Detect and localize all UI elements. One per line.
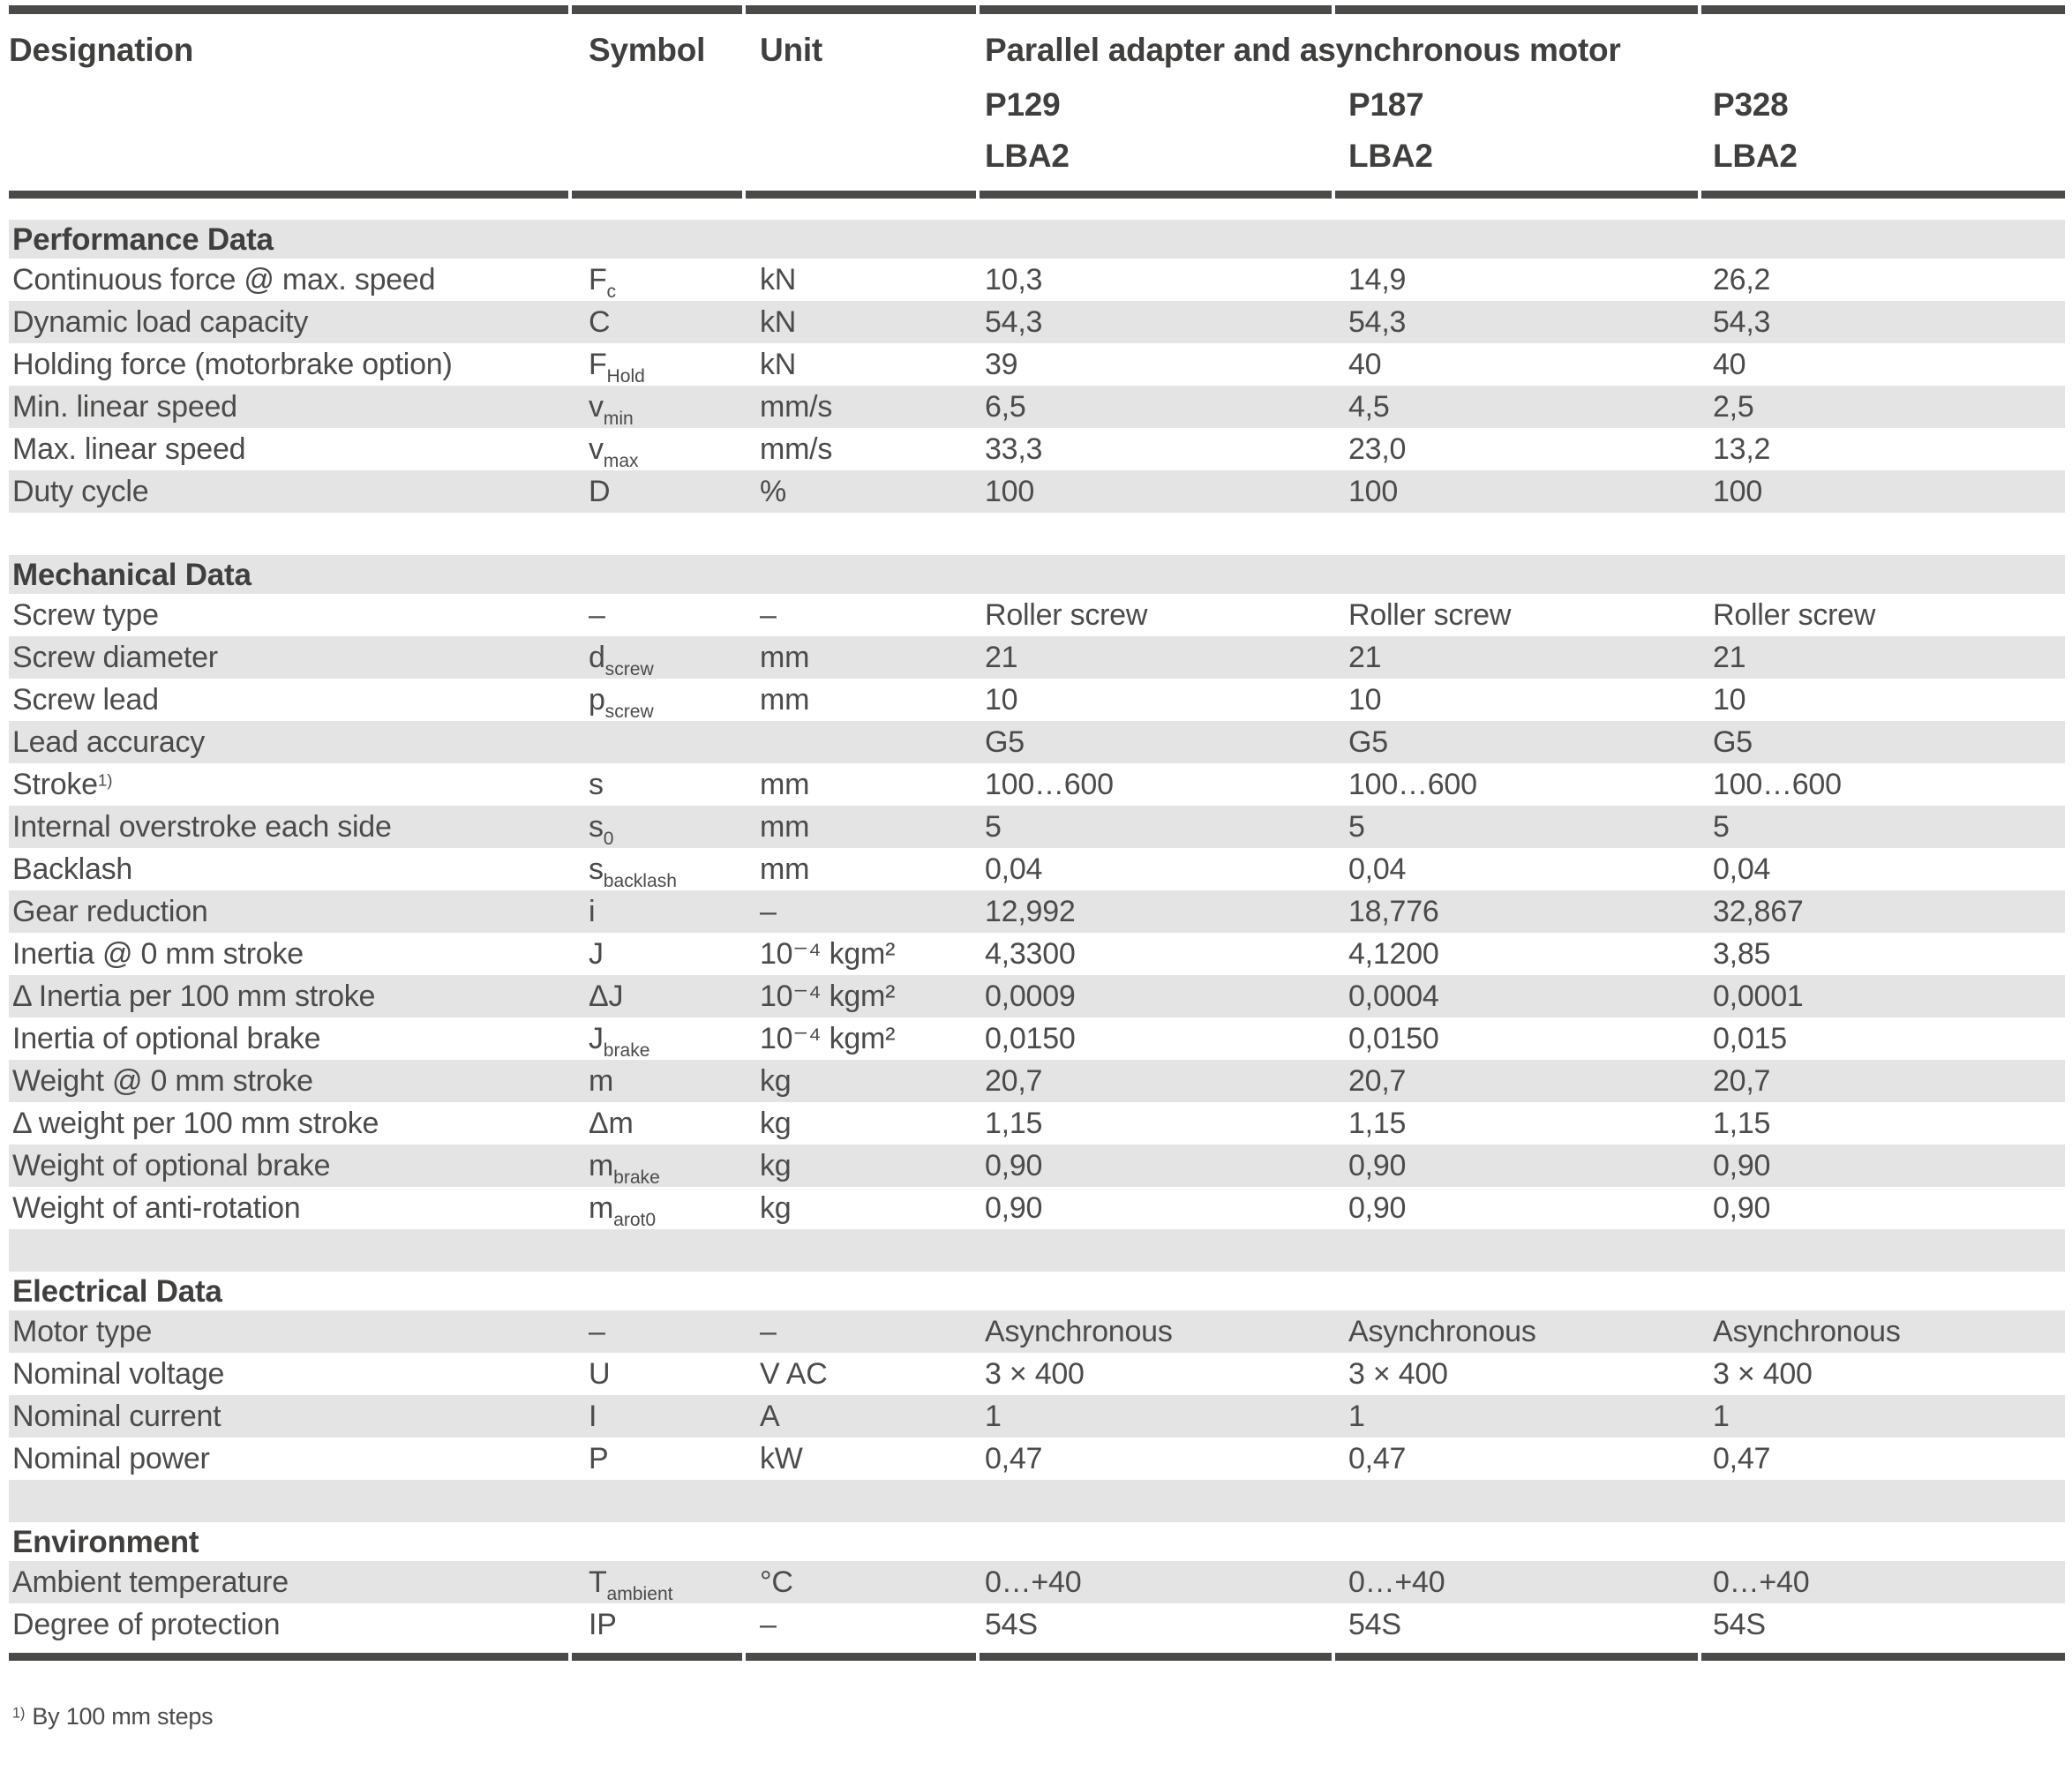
table-row <box>9 1310 2065 1353</box>
value-cell-p129: 100 <box>985 475 1035 508</box>
value-cell-p129: 1,15 <box>985 1107 1043 1140</box>
value-cell-p129: 54,3 <box>985 305 1043 339</box>
value-cell-p187: 23,0 <box>1348 432 1407 466</box>
symbol-cell: $F_{Hold}$ <box>589 348 645 387</box>
table-row <box>9 890 2065 933</box>
designation-cell: Dynamic load capacity <box>12 305 309 339</box>
value-cell-p129: 33,3 <box>985 432 1043 466</box>
value-cell-p328: 21 <box>1713 641 1746 674</box>
designation-cell: Weight @ 0 mm stroke <box>12 1064 313 1098</box>
value-cell-p187: 0,90 <box>1348 1149 1407 1182</box>
symbol-cell: ΔJ <box>589 980 624 1013</box>
value-cell-p187: G5 <box>1348 725 1388 759</box>
symbol-cell: $v_{min}$ <box>589 390 634 429</box>
table-row <box>9 470 2065 513</box>
table-row <box>9 933 2065 975</box>
designation-cell: Screw lead <box>12 683 159 717</box>
value-cell-p328: 0,90 <box>1713 1149 1771 1182</box>
symbol-cell: J <box>589 937 604 971</box>
value-cell-p187: 0…+40 <box>1348 1565 1445 1599</box>
col-header-symbol: Symbol <box>589 32 706 68</box>
value-cell-p328: 32,867 <box>1713 895 1804 928</box>
unit-cell: kg <box>760 1064 792 1098</box>
table-row <box>9 975 2065 1017</box>
col-header-model-p187: P187 <box>1348 86 1424 123</box>
value-cell-p187: 10 <box>1348 683 1382 717</box>
value-cell-p187: 100…600 <box>1348 768 1477 801</box>
value-cell-p328: 100…600 <box>1713 768 1842 801</box>
unit-cell: 10⁻⁴ kgm² <box>760 937 896 971</box>
value-cell-p129: 100…600 <box>985 768 1114 801</box>
symbol-cell: $d_{screw}$ <box>589 641 654 679</box>
col-header-variant-p129: LBA2 <box>985 138 1070 174</box>
designation-cell: Inertia of optional brake <box>12 1022 321 1055</box>
value-cell-p187: 4,5 <box>1348 390 1390 424</box>
symbol-cell: $s_{backlash}$ <box>589 852 677 891</box>
symbol-cell: U <box>589 1357 611 1391</box>
value-cell-p187: 0,0004 <box>1348 980 1439 1013</box>
value-cell-p328: Roller screw <box>1713 598 1876 632</box>
unit-cell: – <box>760 1608 777 1641</box>
symbol-cell: Δm <box>589 1107 634 1140</box>
value-cell-p129: 0…+40 <box>985 1565 1082 1599</box>
value-cell-p187: 1 <box>1348 1400 1365 1433</box>
value-cell-p129: 0,47 <box>985 1442 1043 1475</box>
table-row <box>9 1017 2065 1060</box>
designation-cell: Internal overstroke each side <box>12 810 392 844</box>
table-row <box>9 428 2065 470</box>
footnote-text: By 100 mm steps <box>32 1703 214 1730</box>
value-cell-p328: 0,0001 <box>1713 980 1804 1013</box>
symbol-cell: C <box>589 305 611 339</box>
unit-cell: kN <box>760 305 797 339</box>
designation-cell: Ambient temperature <box>12 1565 289 1599</box>
table-row <box>9 1437 2065 1480</box>
designation-cell: Backlash <box>12 852 133 886</box>
value-cell-p187: 54S <box>1348 1608 1401 1641</box>
designation-cell: Max. linear speed <box>12 432 246 466</box>
designation-cell: Δ Inertia per 100 mm stroke <box>12 980 376 1013</box>
section-header-row <box>9 1272 2065 1310</box>
value-cell-p129: Roller screw <box>985 598 1148 632</box>
value-cell-p129: 0,90 <box>985 1149 1043 1182</box>
unit-cell: 10⁻⁴ kgm² <box>760 1022 896 1055</box>
value-cell-p129: 20,7 <box>985 1064 1043 1098</box>
value-cell-p328: 54,3 <box>1713 305 1771 339</box>
value-cell-p328: 0,015 <box>1713 1022 1787 1055</box>
value-cell-p129: G5 <box>985 725 1025 759</box>
table-body <box>9 220 2065 1646</box>
symbol-cell: IP <box>589 1608 617 1641</box>
value-cell-p129: 39 <box>985 348 1018 381</box>
unit-cell: mm <box>760 641 810 674</box>
col-group-header: Parallel adapter and asynchronous motor <box>985 32 1621 68</box>
unit-cell: kN <box>760 348 797 381</box>
value-cell-p328: 1 <box>1713 1400 1730 1433</box>
value-cell-p187: 18,776 <box>1348 895 1439 928</box>
value-cell-p328: 0,47 <box>1713 1442 1771 1475</box>
value-cell-p187: 0,04 <box>1348 852 1407 886</box>
designation-cell: Min. linear speed <box>12 390 237 424</box>
value-cell-p328: 100 <box>1713 475 1763 508</box>
value-cell-p328: 40 <box>1713 348 1746 381</box>
value-cell-p328: 10 <box>1713 683 1746 717</box>
designation-cell: Lead accuracy <box>12 725 206 759</box>
table-row <box>9 1145 2065 1187</box>
symbol-cell: $m_{brake}$ <box>589 1149 660 1188</box>
value-cell-p129: 4,3300 <box>985 937 1076 971</box>
value-cell-p129: 12,992 <box>985 895 1076 928</box>
unit-cell: – <box>760 598 777 632</box>
value-cell-p187: Asynchronous <box>1348 1315 1536 1348</box>
table-row <box>9 259 2065 301</box>
value-cell-p187: 20,7 <box>1348 1064 1407 1098</box>
unit-cell: – <box>760 1315 777 1348</box>
value-cell-p328: 54S <box>1713 1608 1766 1641</box>
value-cell-p328: 0,90 <box>1713 1191 1771 1225</box>
value-cell-p187: 14,9 <box>1348 263 1407 296</box>
table-row <box>9 679 2065 721</box>
symbol-cell: I <box>589 1400 597 1433</box>
unit-cell: mm/s <box>760 390 833 424</box>
designation-cell: Continuous force @ max. speed <box>12 263 436 296</box>
table-row <box>9 386 2065 428</box>
symbol-cell: i <box>589 895 596 928</box>
designation-cell: Δ weight per 100 mm stroke <box>12 1107 379 1140</box>
spacer-row <box>9 513 2065 555</box>
table-row <box>9 848 2065 890</box>
col-header-model-p129: P129 <box>985 86 1061 123</box>
designation-cell: Screw diameter <box>12 641 218 674</box>
table-row <box>9 1395 2065 1437</box>
unit-cell: % <box>760 475 786 508</box>
symbol-cell: P <box>589 1442 609 1475</box>
value-cell-p187: 1,15 <box>1348 1107 1407 1140</box>
symbol-cell: $v_{max}$ <box>589 432 639 471</box>
table-row <box>9 1603 2065 1646</box>
unit-cell: mm <box>760 810 810 844</box>
value-cell-p328: 13,2 <box>1713 432 1771 466</box>
section-header-row <box>9 220 2065 259</box>
section-header-row <box>9 1522 2065 1561</box>
value-cell-p129: 10 <box>985 683 1018 717</box>
section-title: Electrical Data <box>12 1273 222 1309</box>
symbol-cell: $p_{screw}$ <box>589 683 654 722</box>
unit-cell: °C <box>760 1565 793 1599</box>
value-cell-p187: 21 <box>1348 641 1382 674</box>
table-row <box>9 806 2065 848</box>
table-row <box>9 763 2065 806</box>
symbol-cell: – <box>589 598 605 632</box>
col-header-variant-p328: LBA2 <box>1713 138 1798 174</box>
table-row <box>9 721 2065 763</box>
unit-cell: mm/s <box>760 432 833 466</box>
symbol-cell: s <box>589 768 604 801</box>
value-cell-p187: 4,1200 <box>1348 937 1439 971</box>
value-cell-p129: 0,90 <box>985 1191 1043 1225</box>
unit-cell: A <box>760 1400 780 1433</box>
unit-cell: kW <box>760 1442 803 1475</box>
value-cell-p129: Asynchronous <box>985 1315 1173 1348</box>
unit-cell: 10⁻⁴ kgm² <box>760 980 896 1013</box>
value-cell-p187: 0,90 <box>1348 1191 1407 1225</box>
col-header-model-p328: P328 <box>1713 86 1789 123</box>
section-header-row <box>9 555 2065 594</box>
col-header-variant-p187: LBA2 <box>1348 138 1433 174</box>
value-cell-p328: 5 <box>1713 810 1730 844</box>
footnote <box>12 1703 2065 1730</box>
value-cell-p187: 5 <box>1348 810 1365 844</box>
unit-cell: kg <box>760 1149 792 1182</box>
value-cell-p129: 3 × 400 <box>985 1357 1085 1391</box>
value-cell-p187: 0,47 <box>1348 1442 1407 1475</box>
table-row <box>9 1353 2065 1395</box>
table-row <box>9 1187 2065 1229</box>
designation-cell: Gear reduction <box>12 895 208 928</box>
value-cell-p328: 2,5 <box>1713 390 1754 424</box>
designation-cell: Weight of anti-rotation <box>12 1191 301 1225</box>
datasheet-page <box>9 5 2065 1730</box>
designation-cell: Duty cycle <box>12 475 149 508</box>
value-cell-p129: 0,0150 <box>985 1022 1076 1055</box>
value-cell-p187: 3 × 400 <box>1348 1357 1448 1391</box>
symbol-cell: m <box>589 1064 614 1098</box>
unit-cell: kg <box>760 1107 792 1140</box>
table-row <box>9 301 2065 343</box>
designation-cell: Nominal power <box>12 1442 210 1475</box>
designation-cell: Nominal voltage <box>12 1357 225 1391</box>
value-cell-p328: G5 <box>1713 725 1753 759</box>
value-cell-p129: 10,3 <box>985 263 1043 296</box>
value-cell-p129: 0,04 <box>985 852 1043 886</box>
value-cell-p129: 6,5 <box>985 390 1026 424</box>
symbol-cell: D <box>589 475 611 508</box>
value-cell-p328: 3,85 <box>1713 937 1771 971</box>
value-cell-p187: 40 <box>1348 348 1382 381</box>
footnote-marker: 1) <box>12 1705 26 1722</box>
table-bottom-rule <box>9 1653 2065 1661</box>
value-cell-p187: 0,0150 <box>1348 1022 1439 1055</box>
table-row <box>9 343 2065 386</box>
designation-cell: Nominal current <box>12 1400 221 1433</box>
table-row <box>9 1060 2065 1102</box>
col-header-unit: Unit <box>760 32 822 68</box>
symbol-cell: – <box>589 1315 605 1348</box>
value-cell-p328: 20,7 <box>1713 1064 1771 1098</box>
designation-cell: Motor type <box>12 1315 153 1348</box>
table-row <box>9 594 2065 636</box>
symbol-cell: $m_{arot0}$ <box>589 1191 657 1230</box>
symbol-cell: $T_{ambient}$ <box>589 1565 673 1604</box>
value-cell-p328: 0,04 <box>1713 852 1771 886</box>
spacer-row <box>9 1480 2065 1522</box>
section-title: Mechanical Data <box>12 557 251 592</box>
value-cell-p187: Roller screw <box>1348 598 1512 632</box>
designation-cell: Screw type <box>12 598 159 632</box>
section-title: Performance Data <box>12 221 274 257</box>
unit-cell: mm <box>760 683 810 717</box>
designation-cell: Holding force (motorbrake option) <box>12 348 453 381</box>
value-cell-p129: 0,0009 <box>985 980 1076 1013</box>
value-cell-p328: 1,15 <box>1713 1107 1771 1140</box>
symbol-cell: $F_c$ <box>589 263 617 302</box>
section-title: Environment <box>12 1524 199 1559</box>
unit-cell: mm <box>760 768 810 801</box>
spacer-row <box>9 1229 2065 1272</box>
value-cell-p187: 100 <box>1348 475 1399 508</box>
table-row <box>9 1102 2065 1145</box>
designation-cell: Weight of optional brake <box>12 1149 331 1182</box>
designation-cell: Degree of protection <box>12 1608 281 1641</box>
table-top-rule <box>9 5 2065 14</box>
unit-cell: kg <box>760 1191 792 1225</box>
unit-cell: – <box>760 895 777 928</box>
symbol-cell: $s_0$ <box>589 810 614 849</box>
unit-cell: kN <box>760 263 797 296</box>
symbol-cell: $J_{brake}$ <box>589 1022 650 1061</box>
value-cell-p129: 5 <box>985 810 1002 844</box>
value-cell-p328: 0…+40 <box>1713 1565 1810 1599</box>
unit-cell: mm <box>760 852 810 886</box>
value-cell-p328: 3 × 400 <box>1713 1357 1813 1391</box>
col-header-designation: Designation <box>9 32 194 68</box>
designation-cell: Inertia @ 0 mm stroke <box>12 937 304 971</box>
unit-cell: V AC <box>760 1357 828 1391</box>
value-cell-p328: 26,2 <box>1713 263 1771 296</box>
table-header <box>9 14 2065 191</box>
value-cell-p129: 54S <box>985 1608 1038 1641</box>
table-header-rule <box>9 191 2065 199</box>
value-cell-p187: 54,3 <box>1348 305 1407 339</box>
value-cell-p129: 21 <box>985 641 1018 674</box>
value-cell-p328: Asynchronous <box>1713 1315 1901 1348</box>
table-row <box>9 1561 2065 1603</box>
value-cell-p129: 1 <box>985 1400 1002 1433</box>
designation-cell: Stroke$^{1)}$ <box>12 768 113 801</box>
table-row <box>9 636 2065 679</box>
